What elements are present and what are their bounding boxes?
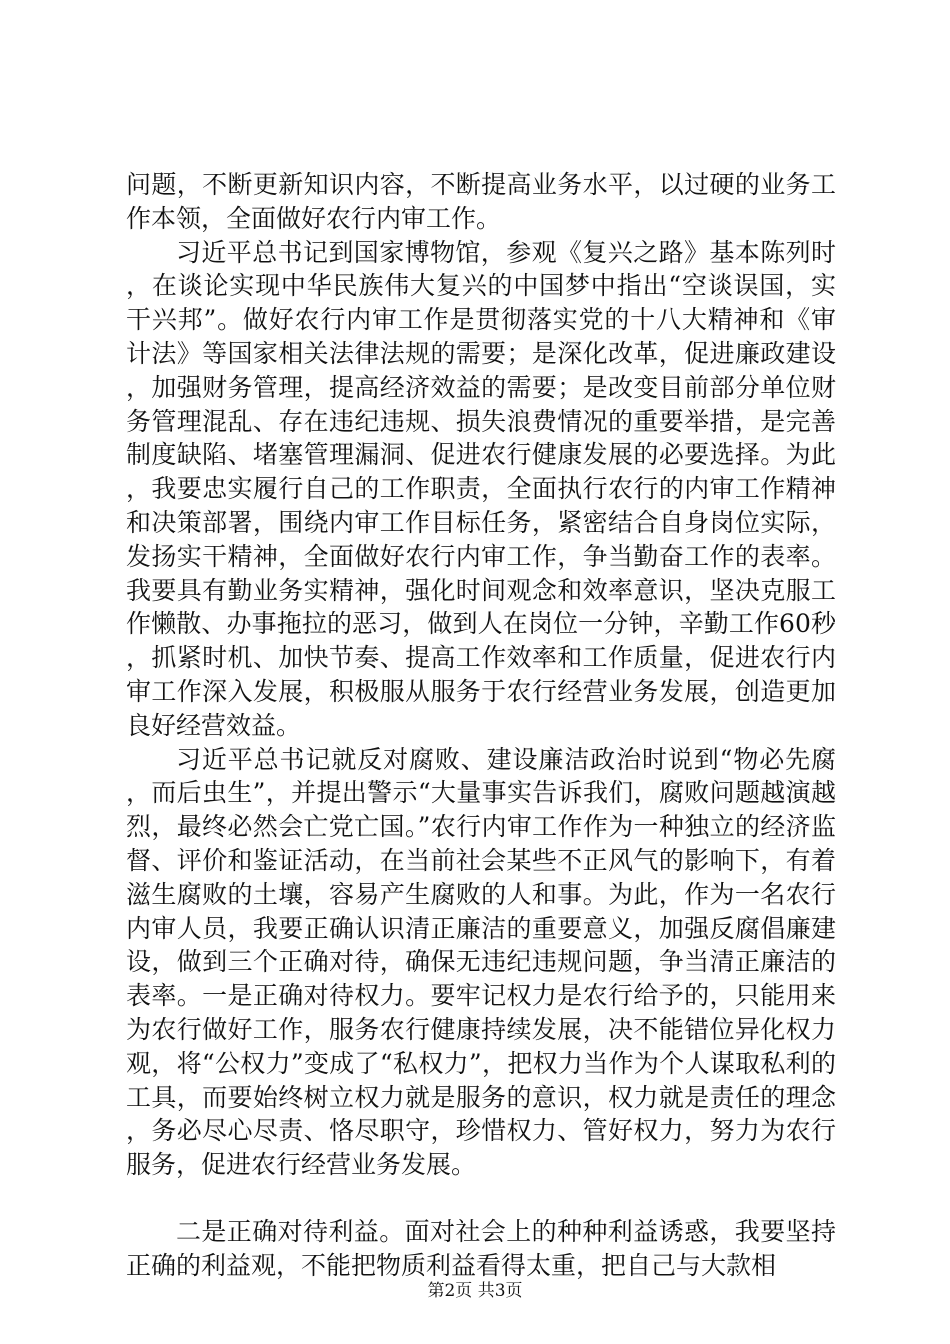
page-footer <box>0 1280 950 1302</box>
paragraph-2: 习近平总书记到国家博物馆，参观《复兴之路》基本陈列时，在谈论实现中华民族伟大复兴的中国梦中指出“空谈误国，实干兴邦”。做好农行内审工作是贯彻落实党的十八大精神和《审计法》等国家相关法律法规的需要；是深化改革，促进廉政建设，加强财务管理，提高经济效益的需要；是改变目前部分单位财务管理混乱、存在违纪违规、损失浪费情况的重要举措，是完善制度缺陷、堵塞管理漏洞、促进农行健康发展的必要选择。为此，我要忠实履行自己的工作职责，全面执行农行的内审工作精神和决策部署，围绕内审工作目标任务，紧密结合自身岗位实际，发扬实干精神，全面做好农行内审工作，争当勤奋工作的表率。我要具有勤业务实精神，强化时间观念和效率意识，坚决克服工作懒散、办事拖拉的恶习，做到人在岗位一分钟，辛勤工作60秒，抓紧时机、加快节奏、提高工作效率和工作质量，促进农行内审工作深入发展，积极服从服务于农行经营业务发展，创造更加良好经营效益。 <box>126 237 836 740</box>
document-body <box>126 168 836 1283</box>
paragraph-4: 二是正确对待利益。面对社会上的种种利益诱惑，我要坚持正确的利益观，不能把物质利益看得太重，把自己与大款相 <box>126 1216 836 1280</box>
page-number-label: 第2页 共3页 <box>427 1281 523 1301</box>
paragraph-1: 问题，不断更新知识内容，不断提高业务水平，以过硬的业务工作本领，全面做好农行内审工作。 <box>126 170 836 233</box>
paragraph-3: 习近平总书记就反对腐败、建设廉洁政治时说到“物必先腐，而后虫生”，并提出警示“大量事实告诉我们，腐败问题越演越烈，最终必然会亡党亡国。”农行内审工作作为一种独立的经济监督、评价和鉴证活动，在当前社会某些不正风气的影响下，有着滋生腐败的土壤，容易产生腐败的人和事。为此，作为一名农行内审人员，我要正确认识清正廉洁的重要意义，加强反腐倡廉建设，做到三个正确对待，确保无违纪违规问题，争当清正廉洁的表率。一是正确对待权力。要牢记权力是农行给予的，只能用来为农行做好工作，服务农行健康持续发展，决不能错位异化权力观，将“公权力”变成了“私权力”，把权力当作为个人谋取私利的工具，而要始终树立权力就是服务的意识，权力就是责任的理念，务必尽心尽责、恪尽职守，珍惜权力、管好权力，努力为农行服务，促进农行经营业务发展。 <box>126 744 836 1180</box>
